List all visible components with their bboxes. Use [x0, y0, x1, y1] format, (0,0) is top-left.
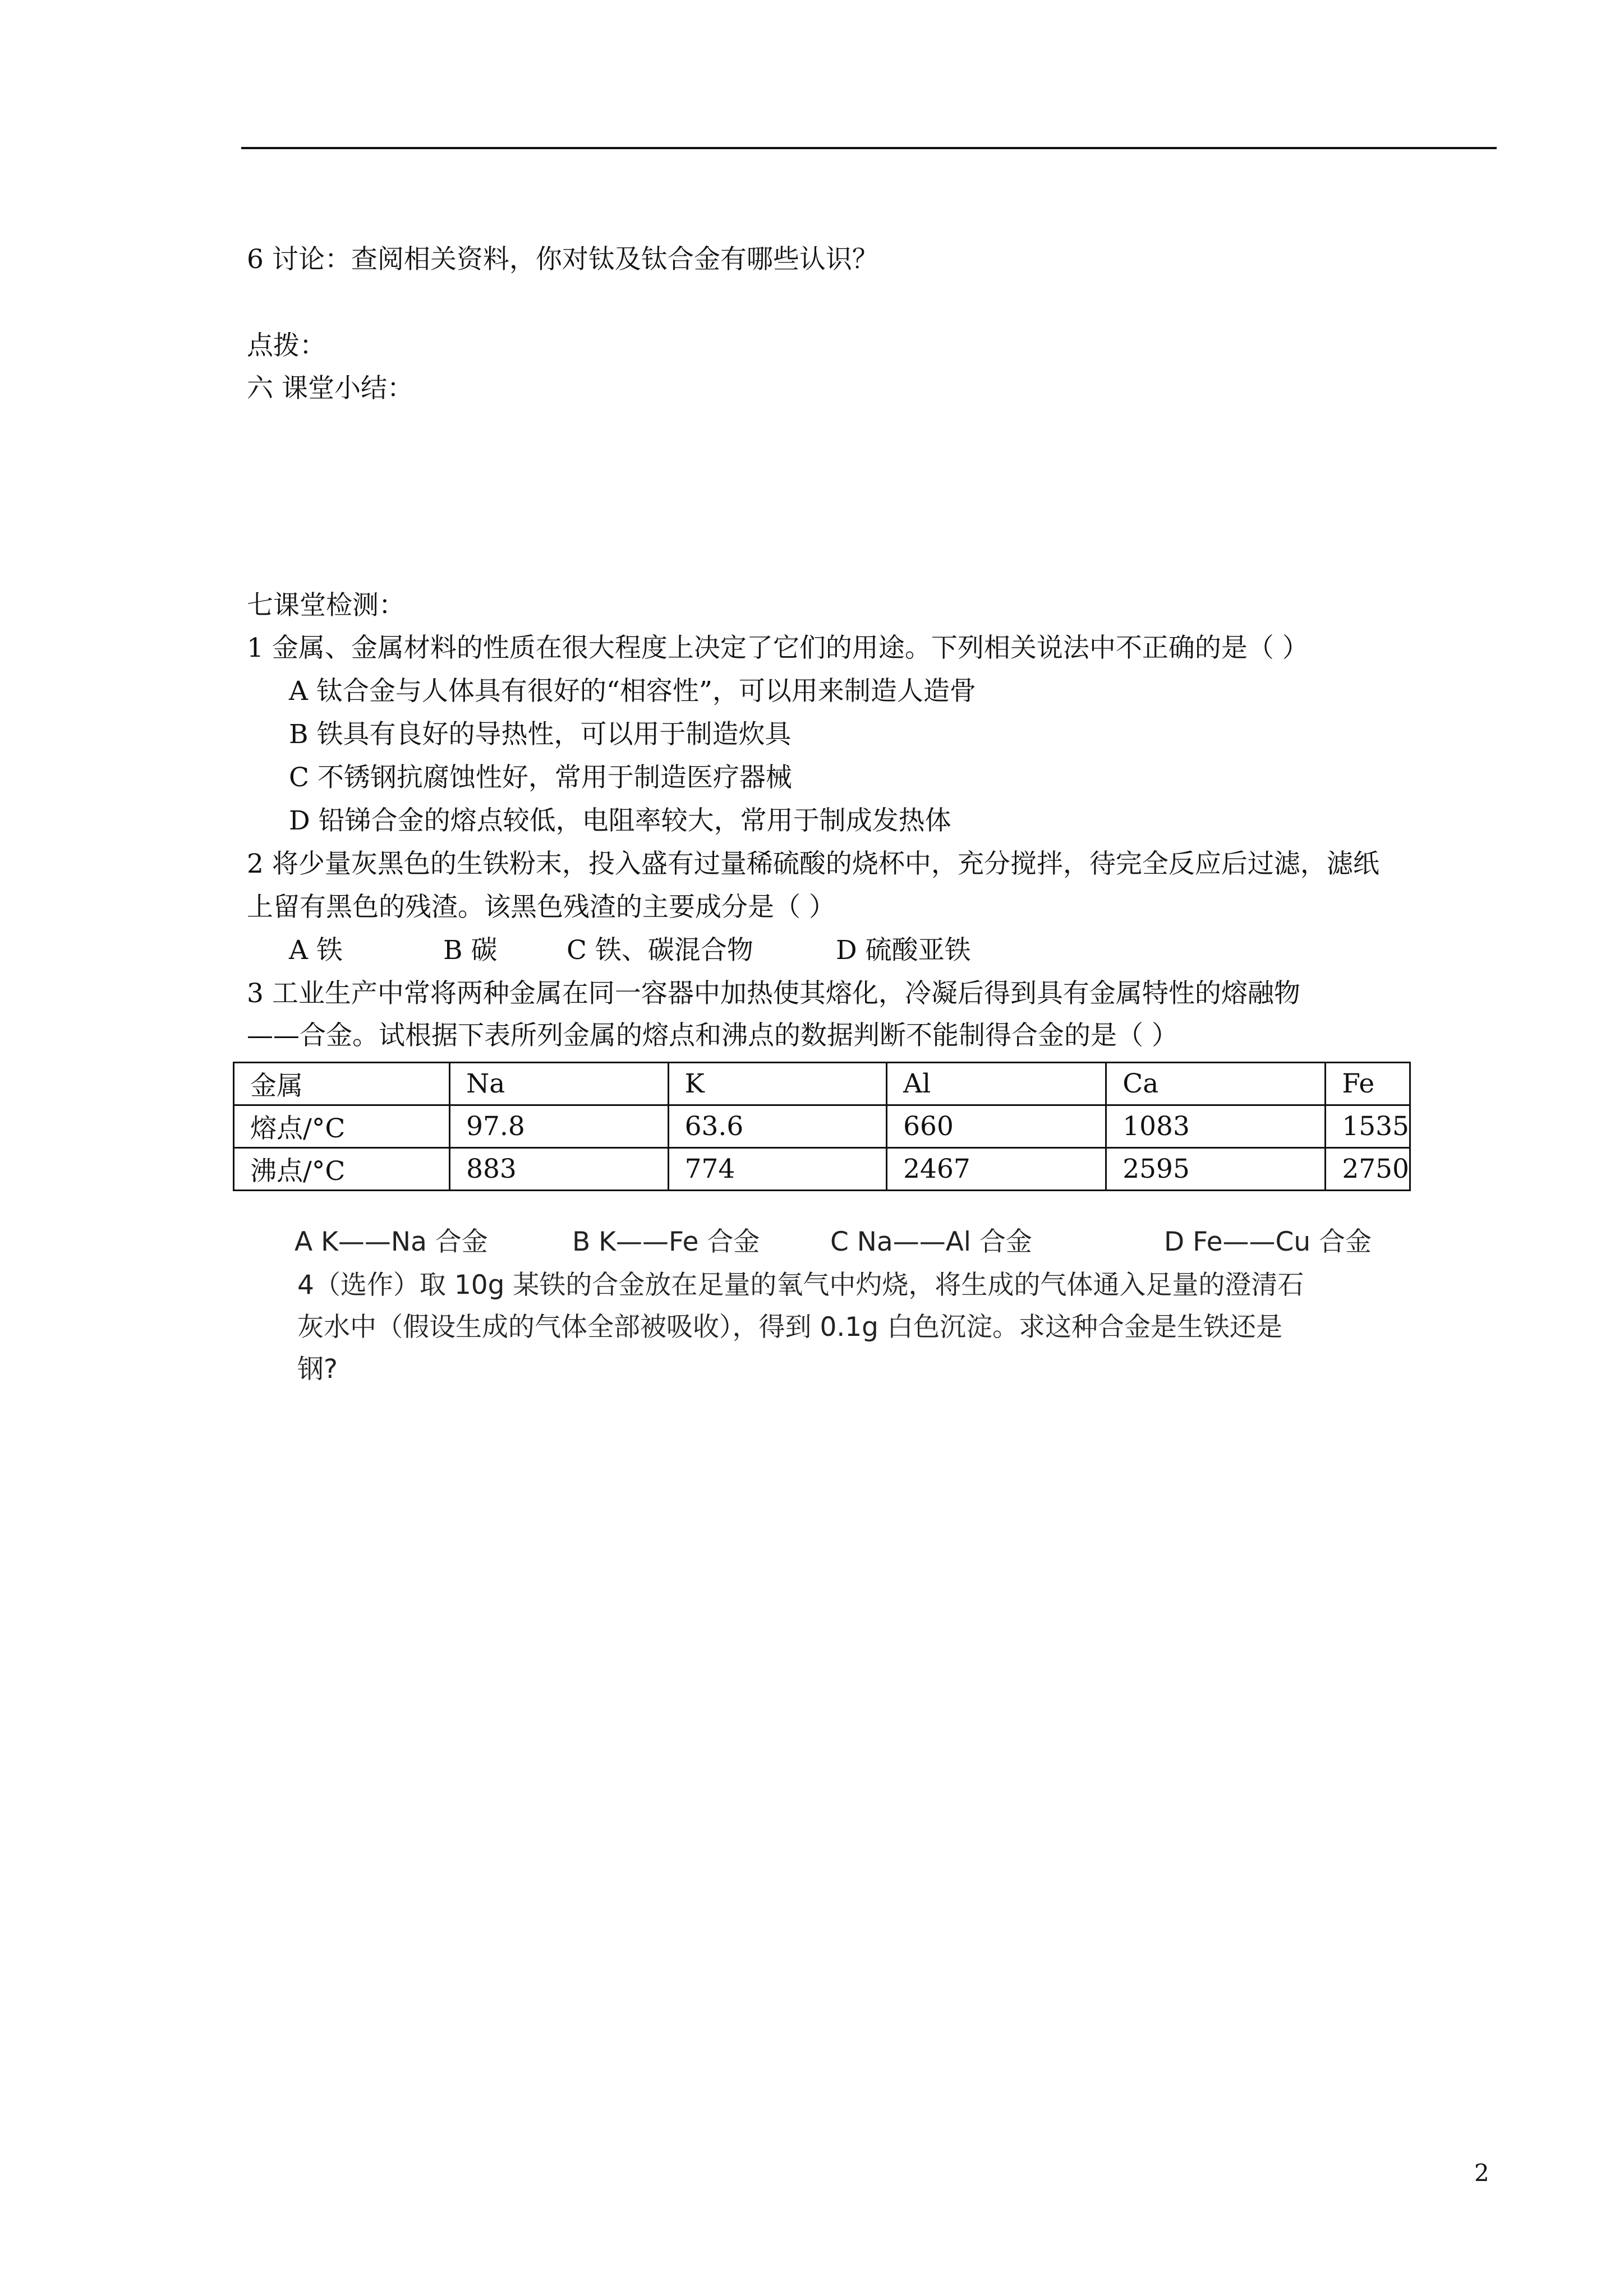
- question-4-line3: 钢?: [297, 1354, 338, 1385]
- table-cell: 97.8: [450, 1105, 669, 1148]
- table-cell: 774: [668, 1148, 887, 1191]
- table-cell: 660: [887, 1105, 1106, 1148]
- table-cell: Fe: [1326, 1063, 1410, 1105]
- table-cell: 1535: [1326, 1105, 1410, 1148]
- q3-option-b: B K——Fe 合金: [572, 1227, 760, 1257]
- question-3-line1: 3 工业生产中常将两种金属在同一容器中加热使其熔化，冷凝后得到具有金属特性的熔融物: [247, 978, 1300, 1009]
- q1-option-b: B 铁具有良好的导热性，可以用于制造炊具: [289, 719, 792, 750]
- q3-option-d: D Fe——Cu 合金: [1164, 1227, 1372, 1257]
- table-row: [234, 1148, 1410, 1191]
- table-cell: K: [668, 1063, 887, 1105]
- table-cell: 63.6: [668, 1105, 887, 1148]
- table-cell: 熔点/°C: [234, 1105, 450, 1148]
- table-cell: 2467: [887, 1148, 1106, 1191]
- question-3-line2: ——合金。试根据下表所列金属的熔点和沸点的数据判断不能制得合金的是（ ）: [247, 1020, 1178, 1051]
- q1-option-d: D 铅锑合金的熔点较低，电阻率较大，常用于制成发热体: [289, 805, 951, 836]
- table-cell: 883: [450, 1148, 669, 1191]
- q3-option-a: A K——Na 合金: [295, 1227, 488, 1257]
- table-cell: 2595: [1106, 1148, 1326, 1191]
- question-6: 6 讨论：查阅相关资料，你对钛及钛合金有哪些认识？: [247, 244, 878, 275]
- question-4-line1: 4（选作）取 10g 某铁的合金放在足量的氧气中灼烧，将生成的气体通入足量的澄清石: [297, 1270, 1304, 1301]
- q1-option-a: A 钛合金与人体具有很好的“相容性”，可以用来制造人造骨: [289, 676, 976, 707]
- table-row: [234, 1105, 1410, 1148]
- q2-option-c: C 铁、碳混合物: [567, 935, 753, 966]
- table-cell: Na: [450, 1063, 669, 1105]
- question-2-line2: 上留有黑色的残渣。该黑色残渣的主要成分是（ ）: [247, 892, 835, 923]
- melting-boiling-table: [233, 1062, 1411, 1191]
- q2-option-b: B 碳: [443, 935, 498, 966]
- hint-label: 点拨：: [247, 330, 326, 361]
- table-cell: 金属: [234, 1063, 450, 1105]
- question-2-line1: 2 将少量灰黑色的生铁粉末，投入盛有过量稀硫酸的烧杯中，充分搅拌，待完全反应后过滤，滤纸: [247, 849, 1379, 879]
- table-cell: 2750: [1326, 1148, 1410, 1191]
- q3-option-c: C Na——Al 合金: [830, 1227, 1032, 1257]
- table-cell: Al: [887, 1063, 1106, 1105]
- table-cell: 1083: [1106, 1105, 1326, 1148]
- header-rule: [241, 147, 1497, 149]
- test-heading: 七课堂检测：: [247, 590, 405, 621]
- table-row: [234, 1063, 1410, 1105]
- q1-option-c: C 不锈钢抗腐蚀性好，常用于制造医疗器械: [289, 762, 792, 793]
- page-number: 2: [1474, 2159, 1489, 2187]
- question-4-line2: 灰水中（假设生成的气体全部被吸收），得到 0.1g 白色沉淀。求这种合金是生铁还是: [297, 1312, 1282, 1343]
- question-1: 1 金属、金属材料的性质在很大程度上决定了它们的用途。下列相关说法中不正确的是（ ）: [247, 633, 1309, 663]
- table-cell: Ca: [1106, 1063, 1326, 1105]
- table-cell: 沸点/°C: [234, 1148, 450, 1191]
- q2-option-d: D 硫酸亚铁: [836, 935, 971, 966]
- summary-heading: 六 课堂小结：: [247, 373, 413, 404]
- q2-option-a: A 铁: [289, 935, 343, 966]
